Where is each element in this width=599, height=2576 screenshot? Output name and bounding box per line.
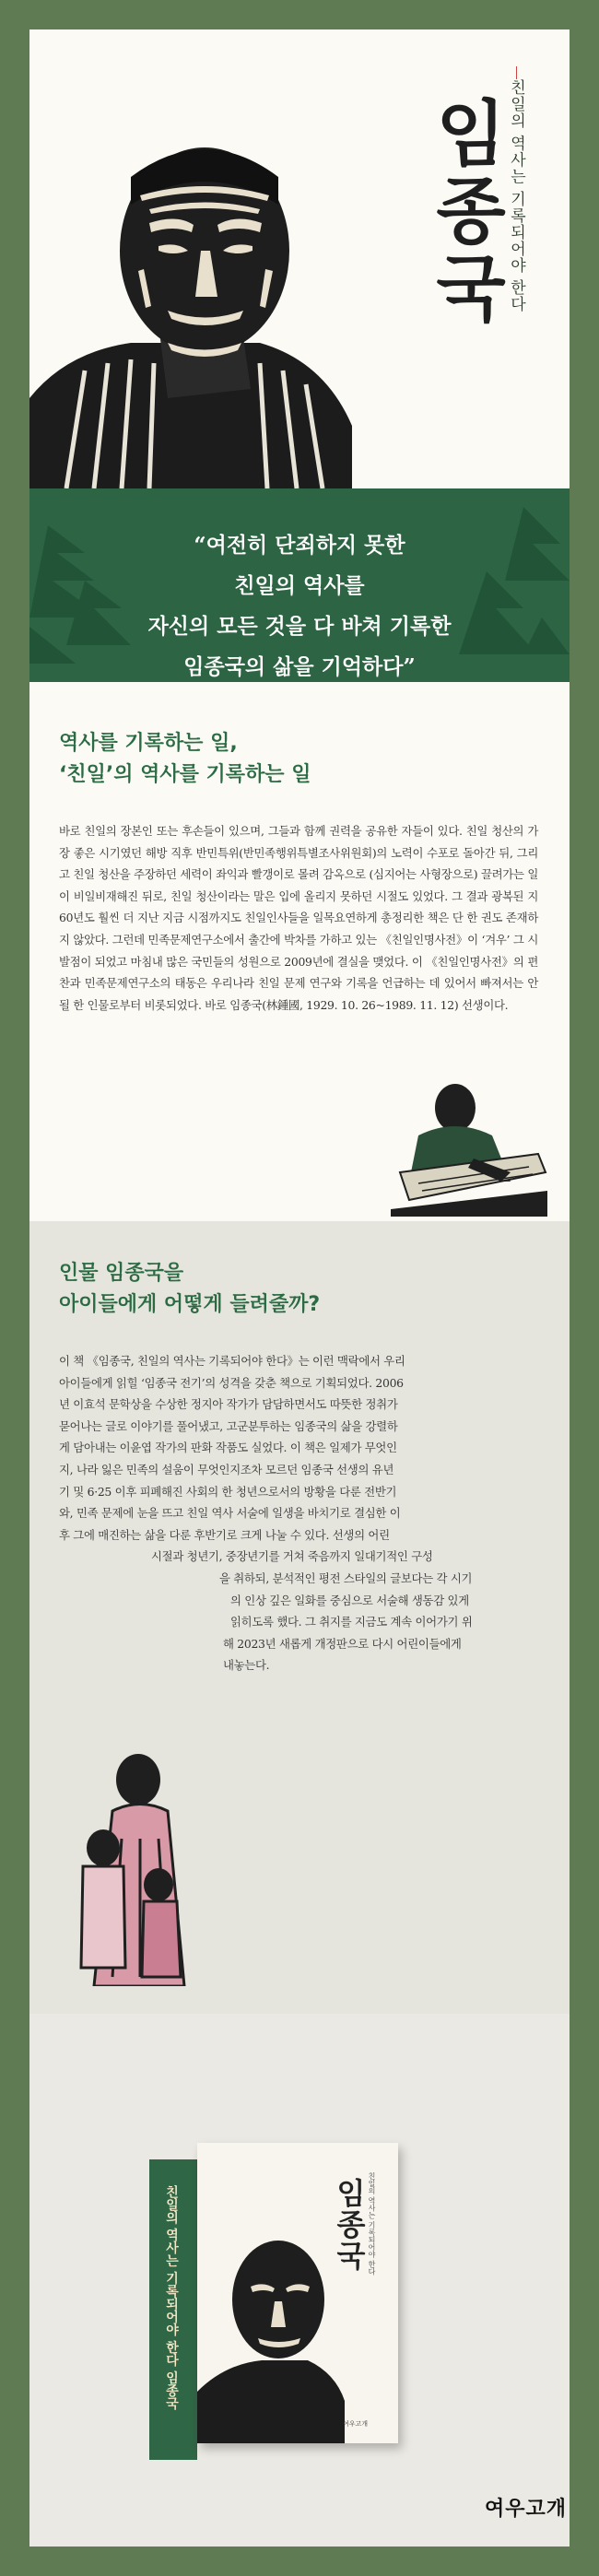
section2-heading — [59, 1258, 320, 1321]
body-line: 지, 나라 잃은 민족의 설움이 무엇인지조차 모르던 임종국 선생의 유년 — [59, 1462, 394, 1476]
section1-body — [59, 820, 538, 1016]
publisher-logo: 여우고개 — [485, 2498, 568, 2521]
heading-line: 아이들에게 어떻게 들려줄까? — [59, 1293, 321, 1316]
woodcut-portrait-illustration — [29, 122, 352, 488]
book-cover-section — [29, 2014, 570, 2547]
body-line: 아이들에게 읽힐 ‘임종국 전기’의 성격을 갖춘 책으로 기획되었다. 2006 — [59, 1375, 404, 1390]
body-line: 읽히도록 했다. 그 취지를 지금도 계속 이어가기 위 — [230, 1615, 473, 1629]
section-telling-children — [29, 1221, 570, 2014]
body-line: 시절과 청년기, 중장년기를 거쳐 죽음까지 일대기적인 구성 — [151, 1549, 433, 1564]
detail-page — [29, 29, 570, 2547]
book-spine — [149, 2159, 197, 2460]
spine-title: 친일의 역사는 기록되어야 한다 임종국 — [164, 2185, 179, 2410]
quote-band — [29, 488, 570, 682]
body-line: 이 책 《임종국, 친일의 역사는 기록되어야 한다》는 이런 맥락에서 우리 — [59, 1354, 405, 1368]
section1-paragraph: 바로 친일의 장본인 또는 후손들이 있으며, 그들과 함께 권력을 공유한 자들이 있다. 친일 청산의 가장 좋은 시기였던 해방 직후 반민특위(반민족행위특별조사위원회)의 노력이 수포로 돌아간 뒤, 그리고 친일 청산을 주장하던 세력이 좌익과 빨갱이로 몰려 감옥으로 (심지어는 사형장으로) 끌려가는 일이 비일비재해진 뒤로, 친일 청산이라는 말은 입에 올리지 못하던 시절도 있었다. 그 결과 광복된 지 60년도 훨씬 더 지난 지금 시점까지도 친일인사들을 일목요연하게 총정리한 책은 단 한 권도 존재하지 않았다. 그런데 민족문제연구소에서 출간에 박차를 가하고 있는 《친일인명사전》이 ‘겨우’ 그 시발점이 되었고 마침내 많은 국민들의 성원으로 2009년에 결실을 맺었다. 이 《친일인명사전》의 편찬과 민족문제연구소의 태동은 우리나라 친일 문제 연구와 기록을 언급하는 데 있어서 빠져서는 안 될 한 인물로부터 비롯되었다. 바로 임종국(林鍾國, 1929. 10. 26~1989. 11. 12) 선생이다. — [59, 824, 538, 1012]
section1-heading — [59, 728, 311, 791]
quote-line: “여전히 단죄하지 못한 — [194, 533, 405, 558]
quote-line: 임종국의 삶을 기억하다” — [183, 654, 416, 679]
section-recording-history — [29, 682, 570, 1221]
body-line: 게 담아내는 이윤엽 작가의 판화 작품도 실었다. 이 책은 일제가 무엇인 — [59, 1441, 397, 1455]
body-line: 와, 민족 문제에 눈을 뜨고 친일 역사 서술에 일생을 바치기로 결심한 이 — [59, 1506, 401, 1521]
writer-woodcut-illustration — [391, 1080, 547, 1217]
body-line: 년 이효석 문학상을 수상한 정지아 작가가 담담하면서도 따뜻한 정취가 — [59, 1397, 398, 1412]
hero-section — [29, 29, 570, 488]
hero-title: 임종국 — [423, 96, 506, 328]
body-line: 의 인상 깊은 일화를 중심으로 서술해 생동감 있게 — [230, 1593, 469, 1607]
quote-line: 자신의 모든 것을 다 바쳐 기록한 — [147, 614, 452, 639]
hero-subtitle: 친일의 역사는 기록되어야 한다 — [507, 79, 525, 313]
cover-title: 임종국 — [332, 2178, 367, 2272]
subtitle-accent-line — [516, 66, 517, 79]
body-line: 기 및 6·25 이후 피폐해진 사회의 한 청년으로서의 방황을 다룬 전반기 — [59, 1484, 397, 1499]
cover-publisher: 여우고개 — [343, 2420, 369, 2428]
body-line: 후 그에 매진하는 삶을 다룬 후반기로 크게 나눌 수 있다. 선생의 어린 — [59, 1527, 390, 1542]
section2-body — [59, 1350, 542, 1676]
body-line: 해 2023년 새롭게 개정판으로 다시 어린이들에게 — [223, 1636, 462, 1651]
heading-line: 인물 임종국을 — [59, 1262, 184, 1285]
body-line: 내놓는다. — [223, 1658, 270, 1673]
body-line: 을 취하되, 분석적인 평전 스타일의 글보다는 각 시기 — [219, 1570, 473, 1585]
book-front-cover — [197, 2143, 398, 2443]
body-line: 묻어나는 글로 이야기를 풀어냈고, 고군분투하는 임종국의 삶을 강렬하 — [59, 1418, 398, 1433]
quote-line: 친일의 역사를 — [234, 573, 365, 598]
cover-portrait-illustration — [197, 2217, 345, 2443]
pull-quote — [66, 525, 533, 688]
cover-subtitle: 친일의 역사는 기록되어야 한다 — [368, 2172, 376, 2276]
mother-child-woodcut-illustration — [66, 1747, 195, 1986]
heading-line: ‘친일’의 역사를 기록하는 일 — [59, 763, 311, 786]
heading-line: 역사를 기록하는 일, — [59, 732, 238, 755]
